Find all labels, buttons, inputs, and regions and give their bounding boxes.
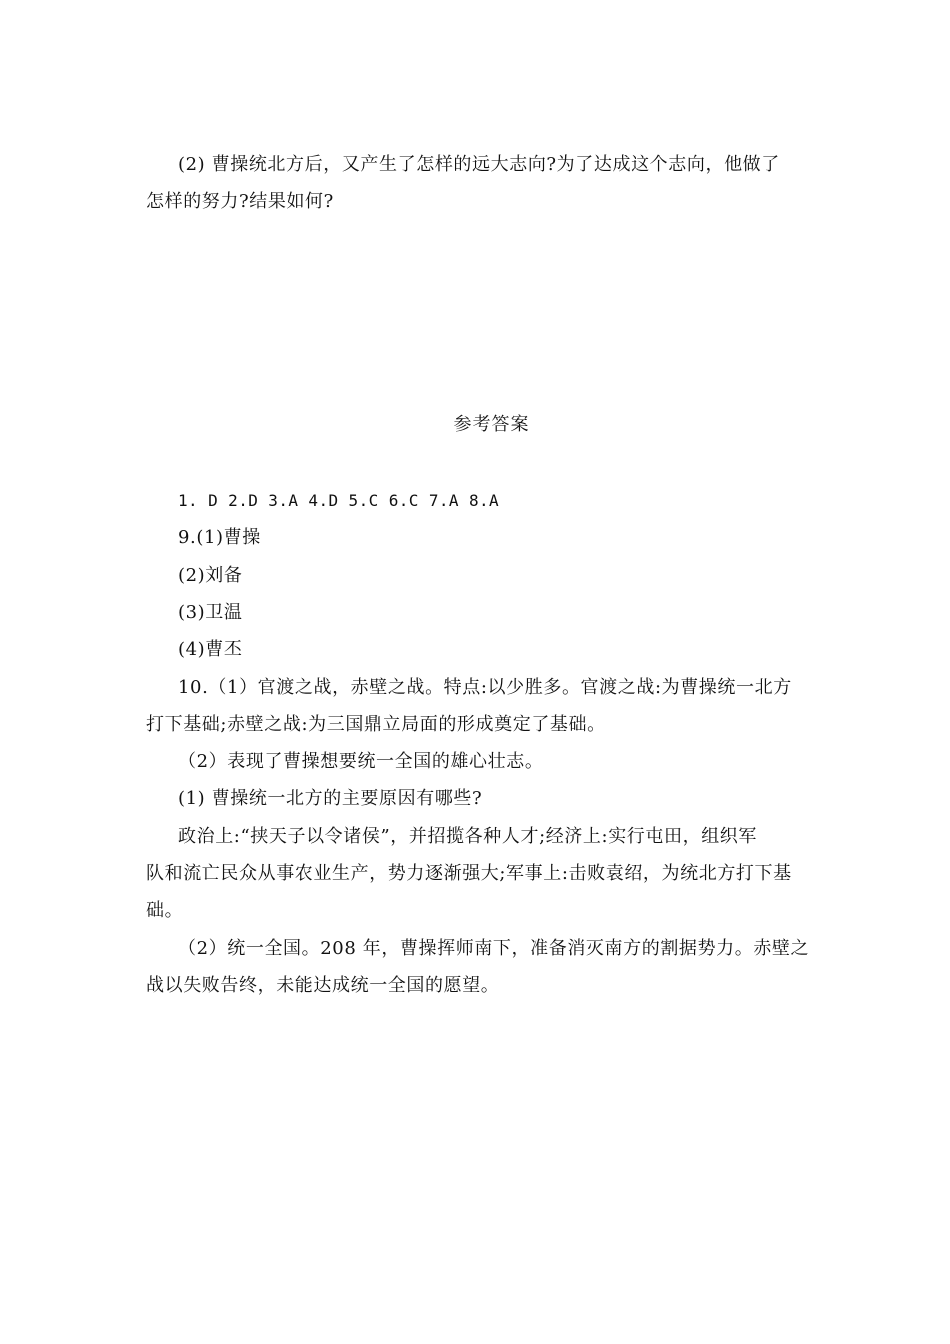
q11-sub1-line3: 础。 [146, 900, 184, 921]
question-line-1: (2) 曹操统北方后，又产生了怎样的远大志向?为了达成这个志向，他做了 [178, 154, 780, 175]
answers-title: 参考答案 [453, 414, 530, 435]
q9-answer-2: (2)刘备 [178, 565, 243, 586]
q11-sub2-line2: 战以失败告终，未能达成统一全国的愿望。 [146, 975, 500, 996]
q11-sub1-line2: 队和流亡民众从事农业生产，势力逐渐强大;军事上:击败袁绍，为统北方打下基 [146, 863, 792, 884]
q9-answer-1: 9.(1)曹操 [178, 527, 261, 548]
q9-answer-3: (3)卫温 [178, 602, 243, 623]
q11-sub2-line1: （2）统一全国。208 年，曹操挥师南下，准备消灭南方的割据势力。赤壁之 [178, 938, 810, 959]
q10-part2: （2）表现了曹操想要统一全国的雄心壮志。 [178, 751, 544, 772]
question-line-2: 怎样的努力?结果如何? [146, 191, 334, 212]
q9-answer-4: (4)曹丕 [178, 639, 243, 660]
q11-sub1-question: (1) 曹操统一北方的主要原因有哪些? [178, 788, 483, 809]
q10-part1-line1: 10.（1）官渡之战，赤壁之战。特点:以少胜多。官渡之战:为曹操统一北方 [178, 677, 792, 698]
q10-part1-line2: 打下基础;赤壁之战:为三国鼎立局面的形成奠定了基础。 [146, 714, 606, 735]
mc-answers: 1. D 2.D 3.A 4.D 5.C 6.C 7.A 8.A [178, 491, 500, 510]
q11-sub1-line1: 政治上:“挟天子以令诸侯”，并招揽各种人才;经济上:实行屯田，组织军 [178, 826, 757, 847]
